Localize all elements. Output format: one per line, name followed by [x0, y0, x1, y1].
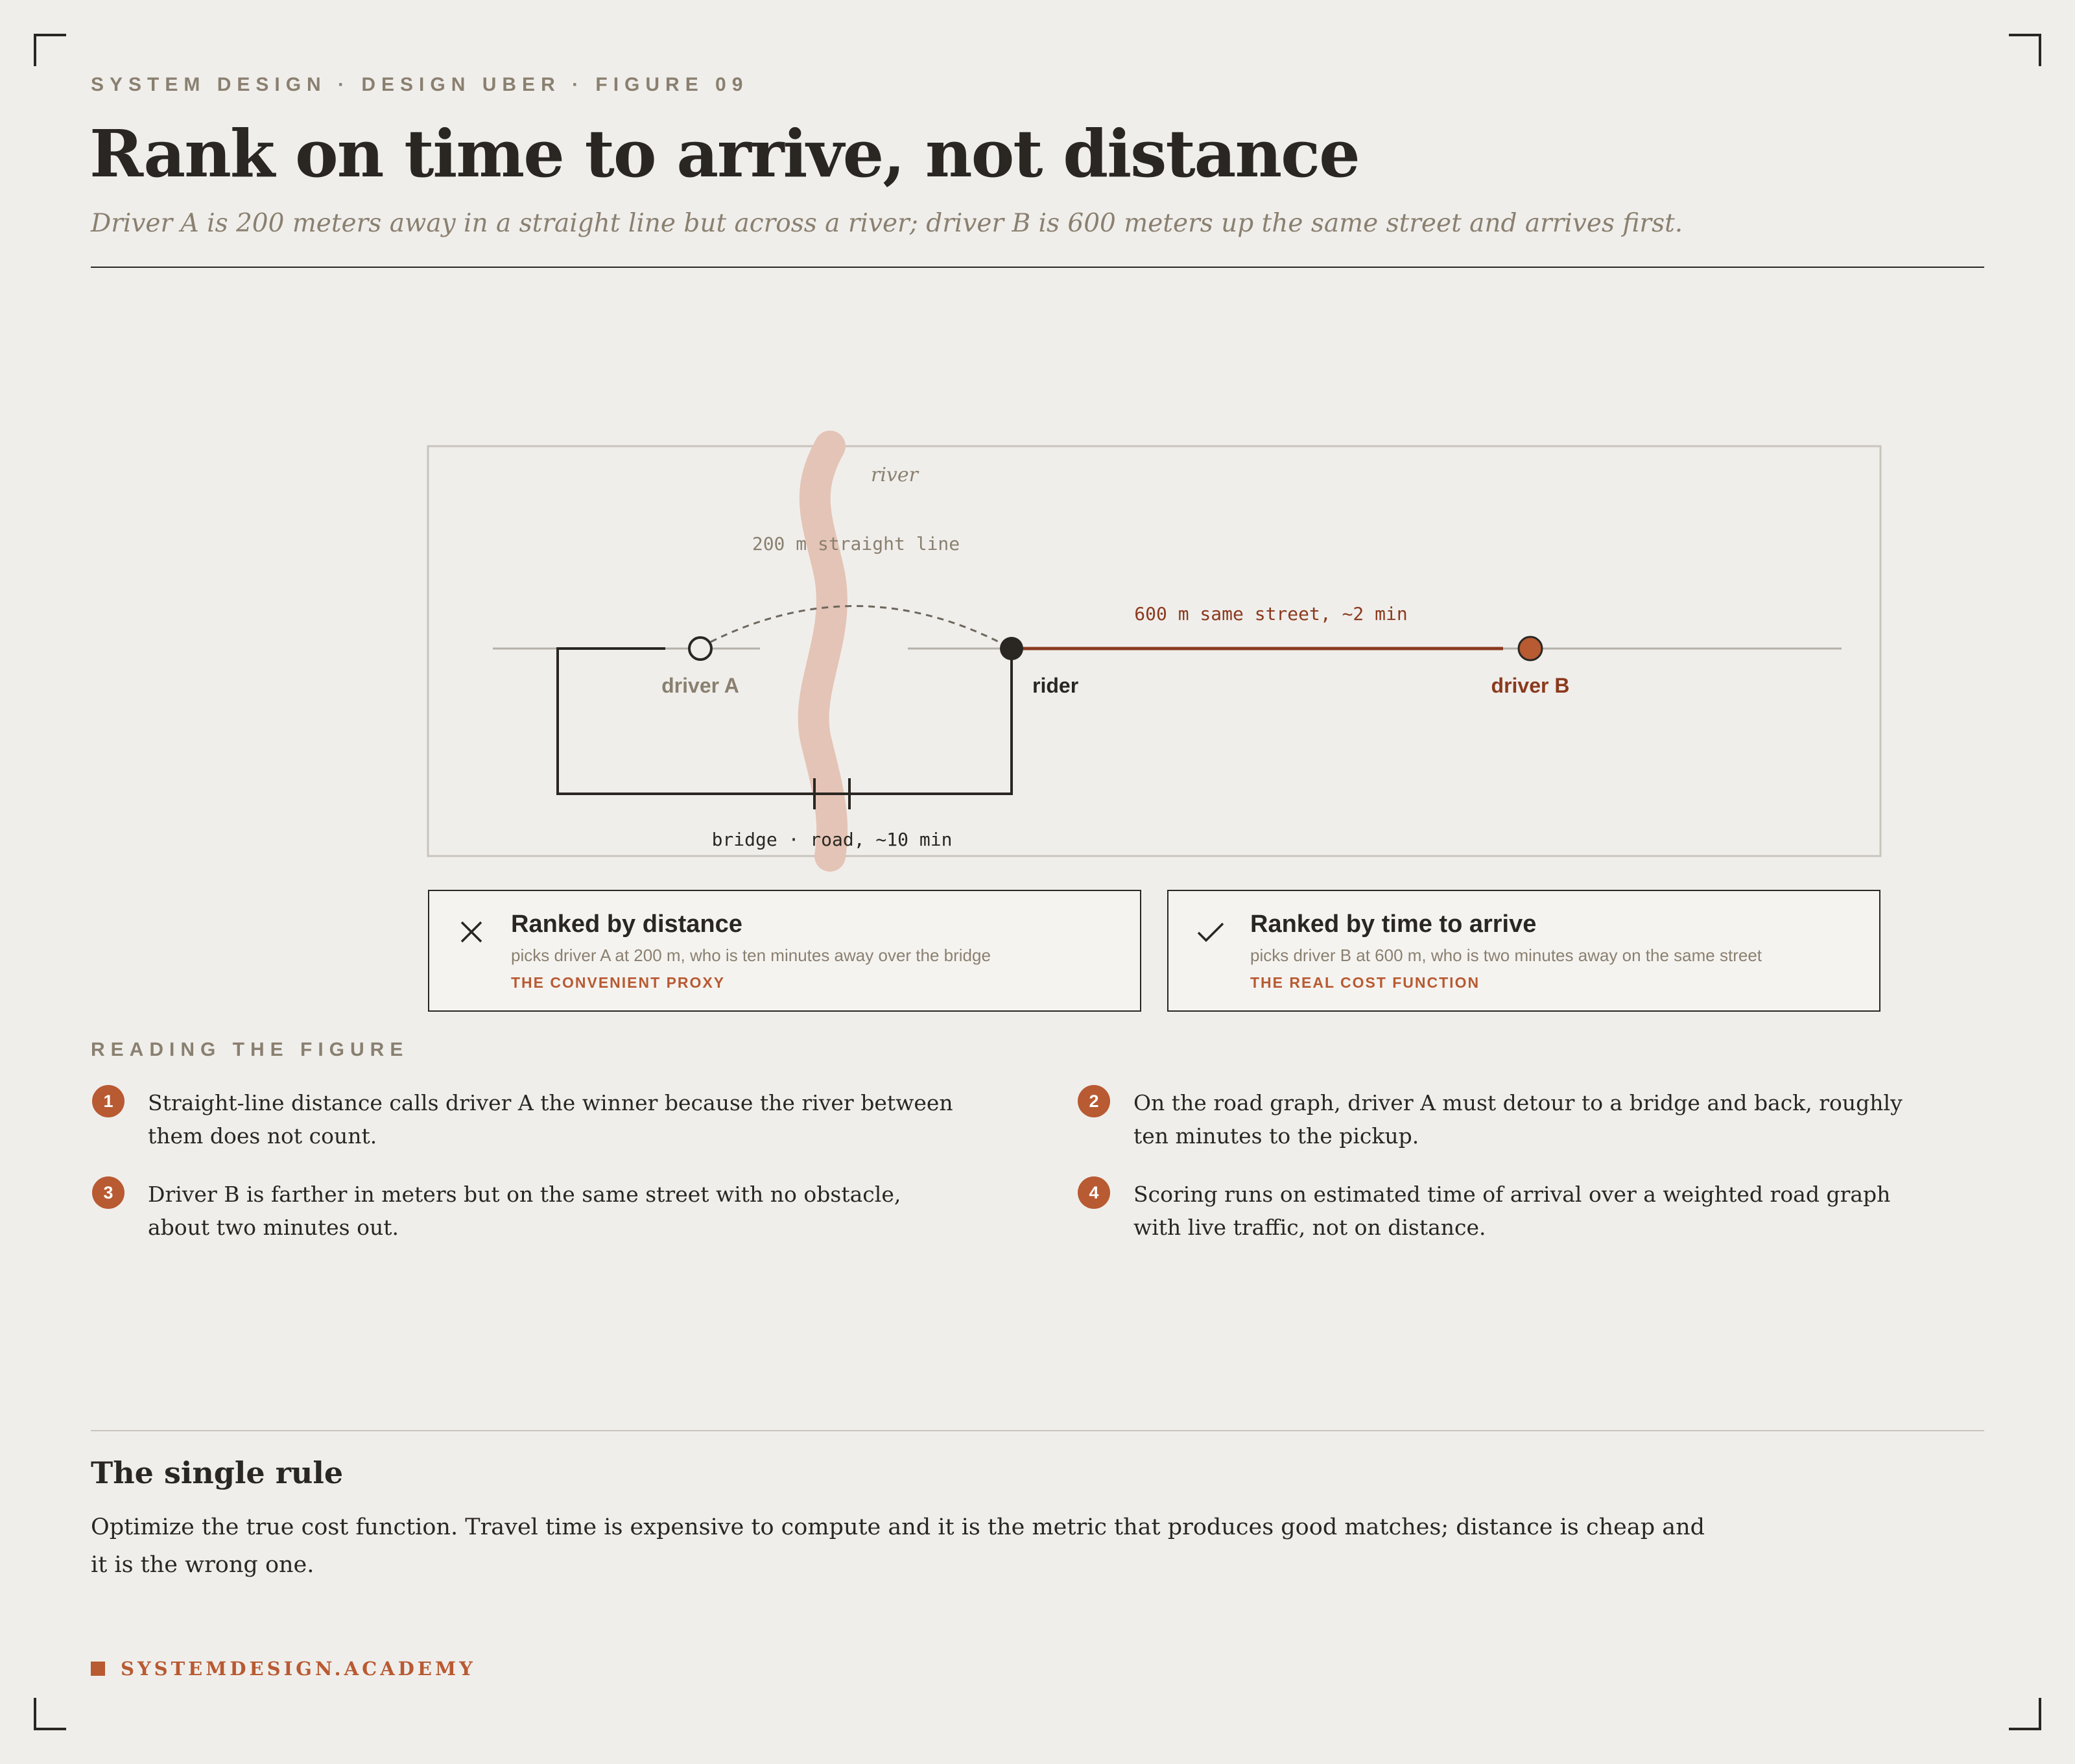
- note-number-badge: 1: [92, 1085, 124, 1117]
- card-title: Ranked by distance: [511, 911, 742, 938]
- page-subtitle: Driver A is 200 meters away in a straight line but across a river; driver B is 600 meters up the same street and arrives first.: [91, 209, 1683, 238]
- brand-footer: [91, 1658, 476, 1680]
- section-divider: [91, 1430, 1984, 1431]
- corner-mark-bottom-right: [2009, 1698, 2041, 1730]
- note-number-badge: 3: [92, 1176, 124, 1209]
- note-number-badge: 2: [1078, 1085, 1110, 1117]
- corner-mark-bottom-left: [34, 1698, 66, 1730]
- note-text: Straight-line distance calls driver A the winner because the river between them does not count.: [148, 1090, 953, 1149]
- same-street-label: 600 m same street, ~2 min: [1134, 603, 1408, 625]
- x-icon: [456, 917, 486, 947]
- driver-a-node: [689, 638, 711, 660]
- river-label: river: [871, 464, 918, 486]
- corner-mark-top-right: [2009, 34, 2041, 66]
- bridge-label: bridge · road, ~10 min: [711, 829, 953, 850]
- card-ranked-by-time: [1167, 890, 1880, 1012]
- card-description: picks driver B at 600 m, who is two minutes away on the same street: [1250, 946, 1762, 965]
- driver-b-label: driver B: [1491, 674, 1570, 697]
- straight-line-arc: [700, 606, 1012, 649]
- card-tag: THE REAL COST FUNCTION: [1250, 974, 1480, 991]
- driver-b-node: [1519, 637, 1542, 660]
- brand-name: SYSTEMDESIGN.ACADEMY: [121, 1658, 476, 1680]
- card-ranked-by-distance: [428, 890, 1141, 1012]
- straight-line-label: 200 m straight line: [752, 533, 960, 554]
- header-divider: [91, 267, 1984, 268]
- check-icon: [1196, 917, 1226, 947]
- river: [814, 446, 833, 856]
- rider-label: rider: [1032, 674, 1079, 697]
- reading-section-title: READING THE FIGURE: [91, 1039, 409, 1060]
- note-text: On the road graph, driver A must detour to a bridge and back, roughly ten minutes to the pickup.: [1133, 1090, 1903, 1149]
- note-number-badge: 4: [1078, 1176, 1110, 1209]
- diagram-frame: [428, 446, 1880, 856]
- brand-square-icon: [91, 1662, 105, 1676]
- bridge-route: [558, 649, 1012, 794]
- card-description: picks driver A at 200 m, who is ten minutes away over the bridge: [511, 946, 991, 965]
- rule-heading: The single rule: [91, 1455, 344, 1490]
- card-tag: THE CONVENIENT PROXY: [511, 974, 726, 991]
- rider-node: [1000, 637, 1023, 660]
- driver-a-label: driver A: [661, 674, 739, 697]
- rule-body: Optimize the true cost function. Travel time is expensive to compute and it is the metric that produces good matches; distance is cheap and it is the wrong one.: [91, 1514, 1705, 1578]
- note-text: Scoring runs on estimated time of arrival over a weighted road graph with live traffic, not on distance.: [1133, 1182, 1891, 1240]
- corner-mark-top-left: [34, 34, 66, 66]
- card-title: Ranked by time to arrive: [1250, 911, 1537, 938]
- note-text: Driver B is farther in meters but on the same street with no obstacle, about two minutes out.: [148, 1182, 901, 1240]
- page-title: Rank on time to arrive, not distance: [89, 115, 1359, 192]
- eyebrow: SYSTEM DESIGN · DESIGN UBER · FIGURE 09: [91, 74, 749, 95]
